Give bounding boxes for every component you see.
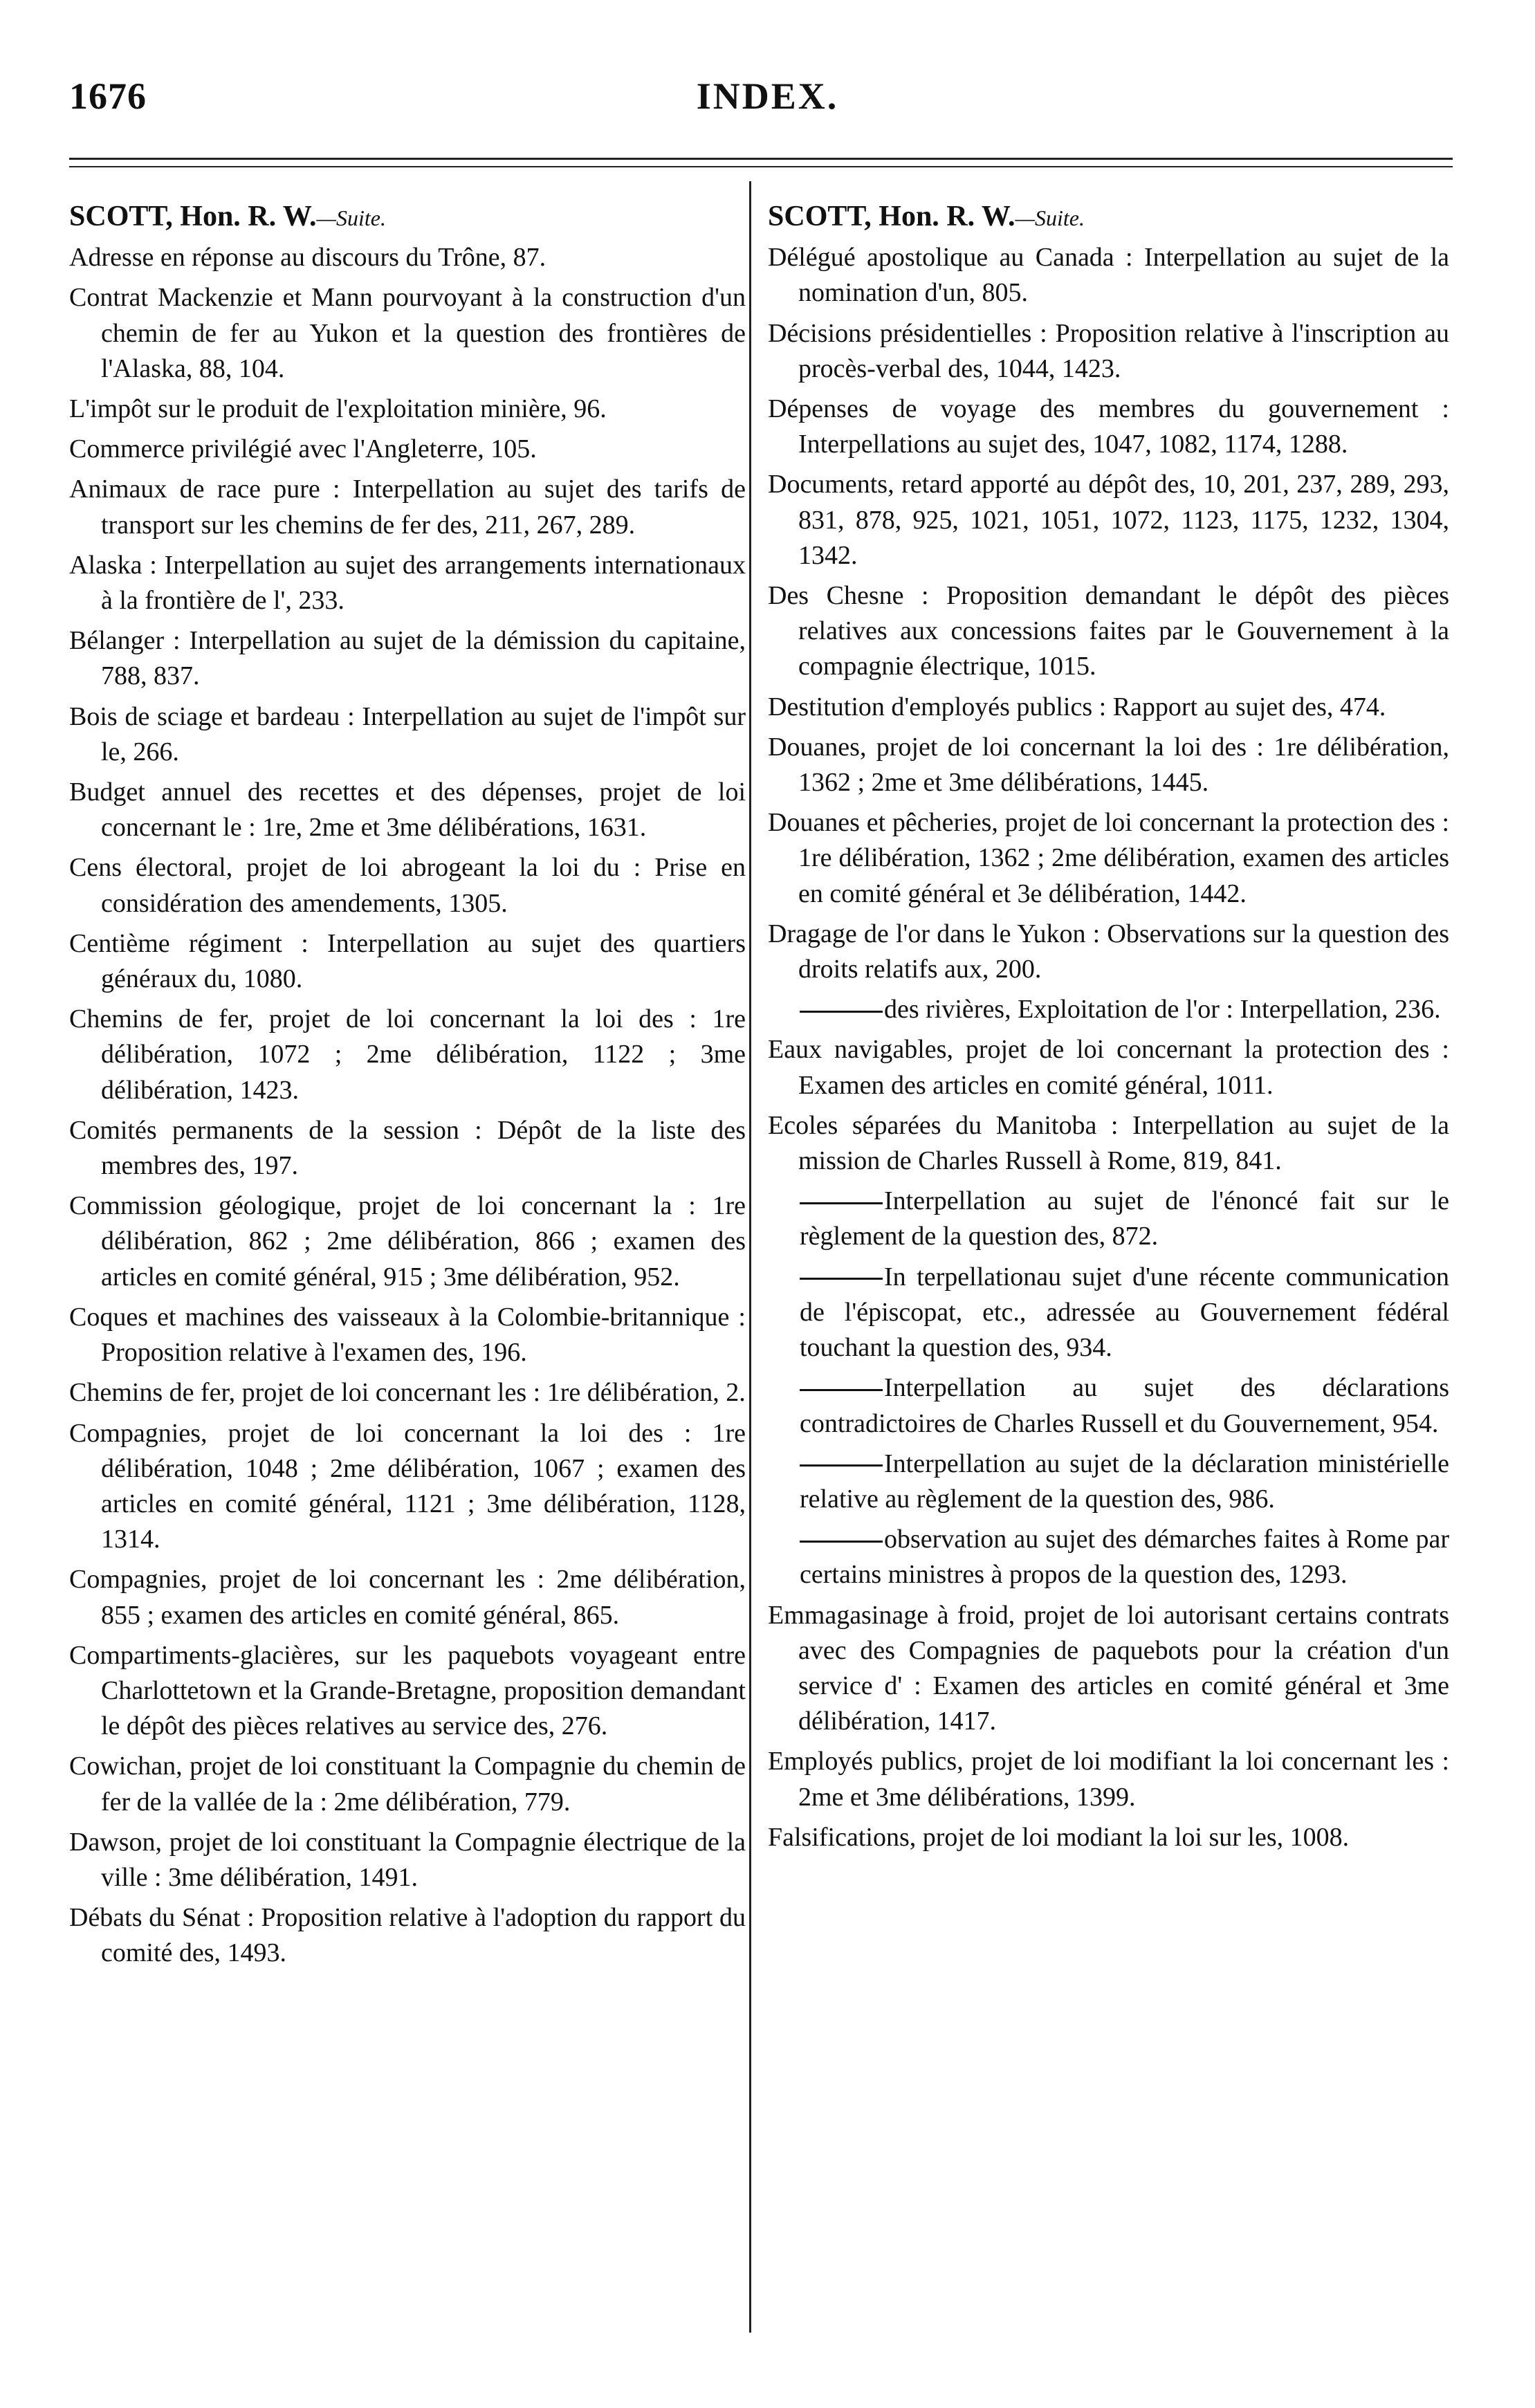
repeat-dash bbox=[800, 1202, 883, 1204]
index-subentry bbox=[768, 992, 1449, 1027]
index-entry: Eaux navigables, projet de loi concernant la protection des : Examen des articles en comité général, 1011. bbox=[768, 1035, 1449, 1100]
repeat-dash bbox=[800, 1011, 883, 1013]
heading-name: SCOTT, Hon. R. W. bbox=[69, 201, 317, 232]
page-number: 1676 bbox=[69, 75, 147, 117]
index-entry: Employés publics, projet de loi modifiant la loi concernant les : 2me et 3me délibérations, 1399. bbox=[768, 1747, 1449, 1812]
index-entry: Dragage de l'or dans le Yukon : Observations sur la question des droits relatifs aux, 200. bbox=[768, 919, 1449, 984]
heading-name: SCOTT, Hon. R. W. bbox=[768, 201, 1015, 232]
index-entry: Compartiments-glacières, sur les paquebots voyageant entre Charlottetown et la Grande-Bretagne, proposition demandant le dépôt des pièces relatives au service des, 276. bbox=[69, 1640, 746, 1741]
index-entry: Douanes et pêcheries, projet de loi concernant la protection des : 1re délibération, 1362 ; 2me délibération, examen des articles en comité général et 3e délibération, 1442. bbox=[768, 808, 1449, 908]
index-entry: Décisions présidentielles : Proposition relative à l'inscription au procès-verbal des, 1044, 1423. bbox=[768, 318, 1449, 383]
index-entry: Commission géologique, projet de loi concernant la : 1re délibération, 862 ; 2me délibération, 866 ; examen des articles en comité général, 915 ; 3me délibération, 952. bbox=[69, 1191, 746, 1292]
index-subentry bbox=[768, 1446, 1449, 1517]
index-entry: Falsifications, projet de loi modiant la loi sur les, 1008. bbox=[768, 1822, 1350, 1852]
index-entry: Chemins de fer, projet de loi concernant la loi des : 1re délibération, 1072 ; 2me délibération, 1122 ; 3me délibération, 1423. bbox=[69, 1004, 746, 1105]
repeat-dash bbox=[800, 1541, 883, 1543]
subentry-text: In terpellationau sujet d'une récente communication de l'épiscopat, etc., adressée au Gouvernement fédéral touchant la question des, 934. bbox=[800, 1262, 1449, 1363]
index-entry: Cowichan, projet de loi constituant la Compagnie du chemin de fer de la vallée de la : 2me délibération, 779. bbox=[69, 1752, 746, 1817]
index-entry: Alaska : Interpellation au sujet des arrangements internationaux à la frontière de l', 233. bbox=[69, 550, 746, 616]
index-subentry bbox=[768, 1184, 1449, 1254]
index-entry: Documents, retard apporté au dépôt des, 10, 201, 237, 289, 293, 831, 878, 925, 1021, 1051, 1072, 1123, 1175, 1232, 1304, 1342. bbox=[768, 470, 1449, 570]
header-rule-bottom bbox=[69, 166, 1453, 167]
index-entry: Douanes, projet de loi concernant la loi des : 1re délibération, 1362 ; 2me et 3me délibérations, 1445. bbox=[768, 732, 1449, 798]
index-entry: Comités permanents de la session : Dépôt de la liste des membres des, 197. bbox=[69, 1115, 746, 1181]
repeat-dash bbox=[800, 1278, 883, 1280]
subentry-text: Interpellation au sujet de l'énoncé fait sur le règlement de la question des, 872. bbox=[800, 1186, 1449, 1251]
index-subentry bbox=[768, 1260, 1449, 1366]
index-entry: Ecoles séparées du Manitoba : Interpellation au sujet de la mission de Charles Russell à Rome, 819, 841. bbox=[768, 1110, 1449, 1176]
index-entry: Adresse en réponse au discours du Trône, 87. bbox=[69, 243, 546, 273]
column-divider bbox=[749, 181, 751, 2333]
index-entry: Compagnies, projet de loi concernant la loi des : 1re délibération, 1048 ; 2me délibération, 1067 ; examen des articles en comité général, 1121 ; 3me délibération, 1128, 1314. bbox=[69, 1418, 746, 1554]
index-entry: L'impôt sur le produit de l'exploitation minière, 96. bbox=[69, 394, 607, 424]
subentry-text: Interpellation au sujet de la déclaration ministérielle relative au règlement de la question des, 986. bbox=[800, 1449, 1449, 1514]
index-entry: Dawson, projet de loi constituant la Compagnie électrique de la ville : 3me délibération, 1491. bbox=[69, 1827, 746, 1892]
heading-suite: —Suite. bbox=[316, 205, 386, 230]
index-entry: Budget annuel des recettes et des dépenses, projet de loi concernant le : 1re, 2me et 3me délibérations, 1631. bbox=[69, 778, 746, 843]
index-entry: Des Chesne : Proposition demandant le dépôt des pièces relatives aux concessions faites par le Gouvernement à la compagnie électrique, 1015. bbox=[768, 581, 1449, 681]
heading-suite: —Suite. bbox=[1015, 205, 1085, 230]
index-entry: Contrat Mackenzie et Mann pourvoyant à la construction d'un chemin de fer au Yukon et la question des frontières de l'Alaska, 88, 104. bbox=[69, 283, 746, 383]
index-subentry bbox=[768, 1370, 1449, 1441]
index-entry: Chemins de fer, projet de loi concernant les : 1re délibération, 2. bbox=[69, 1378, 746, 1408]
index-subentry bbox=[768, 1522, 1449, 1592]
index-entry: Cens électoral, projet de loi abrogeant la loi du : Prise en considération des amendements, 1305. bbox=[69, 853, 746, 918]
index-entry: Bois de sciage et bardeau : Interpellation au sujet de l'impôt sur le, 266. bbox=[69, 701, 746, 766]
right-column-heading bbox=[768, 199, 1449, 236]
subentry-text: Interpellation au sujet des déclarations contradictoires de Charles Russell et du Gouvernement, 954. bbox=[800, 1373, 1449, 1438]
right-column bbox=[768, 199, 1449, 1860]
index-entry: Coques et machines des vaisseaux à la Colombie-britannique : Proposition relative à l'examen des, 196. bbox=[69, 1302, 746, 1368]
index-entry: Destitution d'employés publics : Rapport au sujet des, 474. bbox=[768, 692, 1386, 722]
index-entry: Compagnies, projet de loi concernant les : 2me délibération, 855 ; examen des articles en comité général, 865. bbox=[69, 1565, 746, 1630]
page-title: INDEX. bbox=[696, 75, 839, 117]
index-entry: Emmagasinage à froid, projet de loi autorisant certains contrats avec des Compagnies de paquebots pour la création d'un service d' : Examen des articles en comité général et 3me délibération, 1417. bbox=[768, 1600, 1449, 1736]
repeat-dash bbox=[800, 1389, 883, 1391]
index-entry: Débats du Sénat : Proposition relative à l'adoption du rapport du comité des, 1493. bbox=[69, 1903, 746, 1968]
left-column-heading bbox=[69, 199, 746, 236]
index-entry: Bélanger : Interpellation au sujet de la démission du capitaine, 788, 837. bbox=[69, 626, 746, 691]
subentry-text: des rivières, Exploitation de l'or : Interpellation, 236. bbox=[884, 995, 1441, 1024]
header-rule-top bbox=[69, 158, 1453, 160]
index-entry: Centième régiment : Interpellation au sujet des quartiers généraux du, 1080. bbox=[69, 928, 746, 994]
left-column bbox=[69, 199, 746, 1976]
subentry-text: observation au sujet des démarches faites à Rome par certains ministres à propos de la question des, 1293. bbox=[800, 1525, 1449, 1590]
index-entry: Animaux de race pure : Interpellation au sujet des tarifs de transport sur les chemins de fer des, 211, 267, 289. bbox=[69, 475, 746, 540]
repeat-dash bbox=[800, 1464, 883, 1467]
index-entry: Dépenses de voyage des membres du gouvernement : Interpellations au sujet des, 1047, 1082, 1174, 1288. bbox=[768, 394, 1449, 459]
index-entry: Commerce privilégié avec l'Angleterre, 105. bbox=[69, 434, 537, 464]
index-entry: Délégué apostolique au Canada : Interpellation au sujet de la nomination d'un, 805. bbox=[768, 243, 1449, 308]
